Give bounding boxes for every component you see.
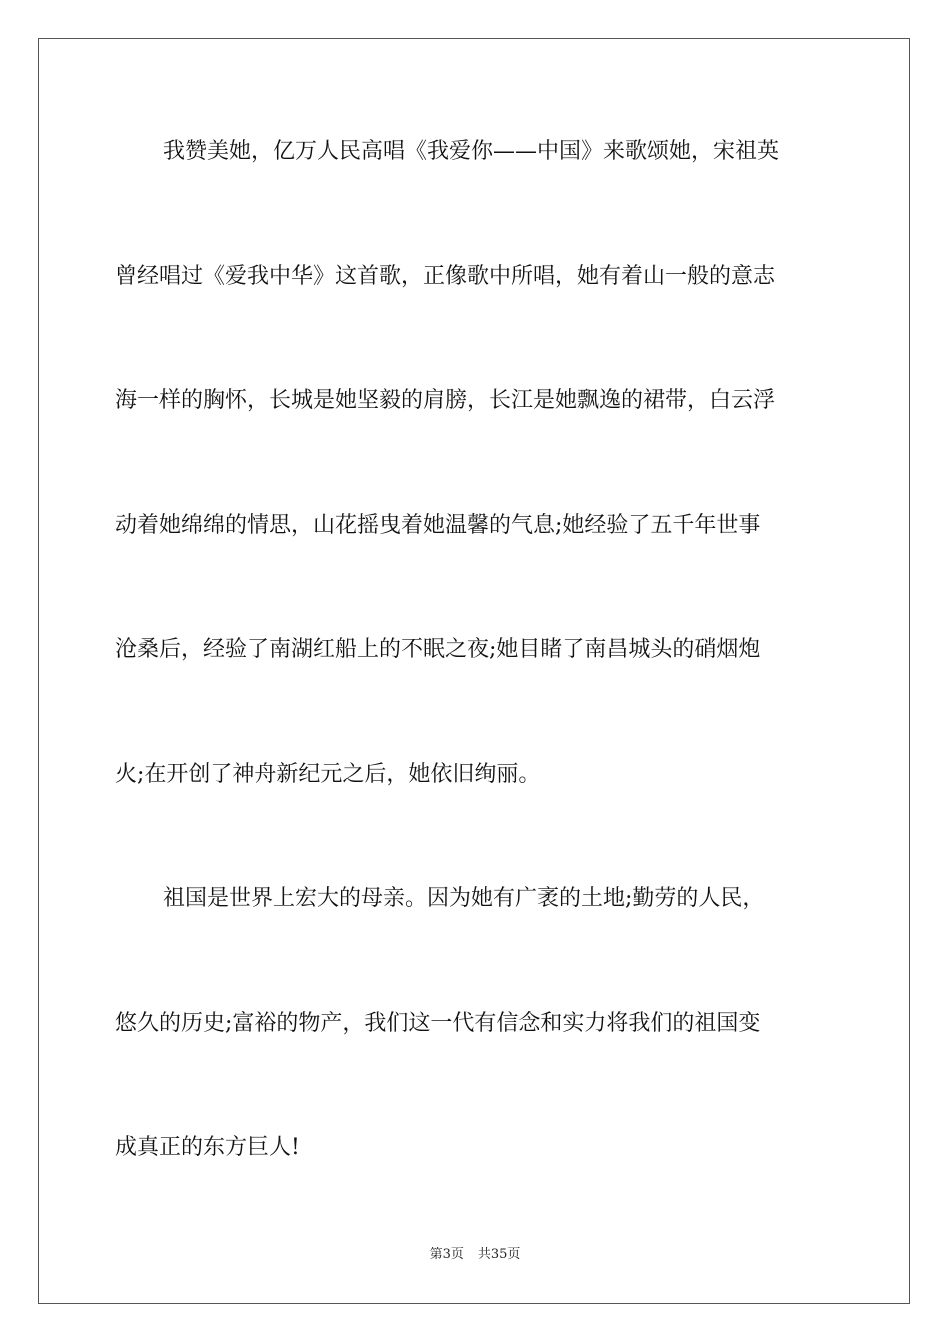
- paragraph-1-line-1: 我赞美她，亿万人民高唱《我爱你——中国》来歌颂她，宋祖英: [163, 139, 780, 164]
- paragraph-1-line-2: 曾经唱过《爱我中华》这首歌，正像歌中所唱，她有着山一般的意志: [115, 264, 776, 289]
- paragraph-1-line-5: 沧桑后，经验了南湖红船上的不眠之夜;她目睹了南昌城头的硝烟炮: [115, 637, 761, 662]
- page-total: 共35页: [477, 1247, 521, 1262]
- paragraph-2-line-3: 成真正的东方巨人!: [115, 1135, 300, 1160]
- page-number: 第3页: [429, 1247, 464, 1262]
- page-border: [38, 38, 910, 1304]
- paragraph-1-line-6: 火;在开创了神舟新纪元之后，她依旧绚丽。: [115, 762, 541, 787]
- paragraph-2-line-1: 祖国是世界上宏大的母亲。因为她有广袤的土地;勤劳的人民，: [163, 886, 765, 911]
- paragraph-1-line-3: 海一样的胸怀，长城是她坚毅的肩膀，长江是她飘逸的裙带，白云浮: [115, 388, 776, 413]
- paragraph-2-line-2: 悠久的历史;富裕的物产，我们这一代有信念和实力将我们的祖国变: [115, 1011, 761, 1036]
- paragraph-1-line-4: 动着她绵绵的情思，山花摇曳着她温馨的气息;她经验了五千年世事: [115, 513, 761, 538]
- page-footer: [0, 1246, 950, 1264]
